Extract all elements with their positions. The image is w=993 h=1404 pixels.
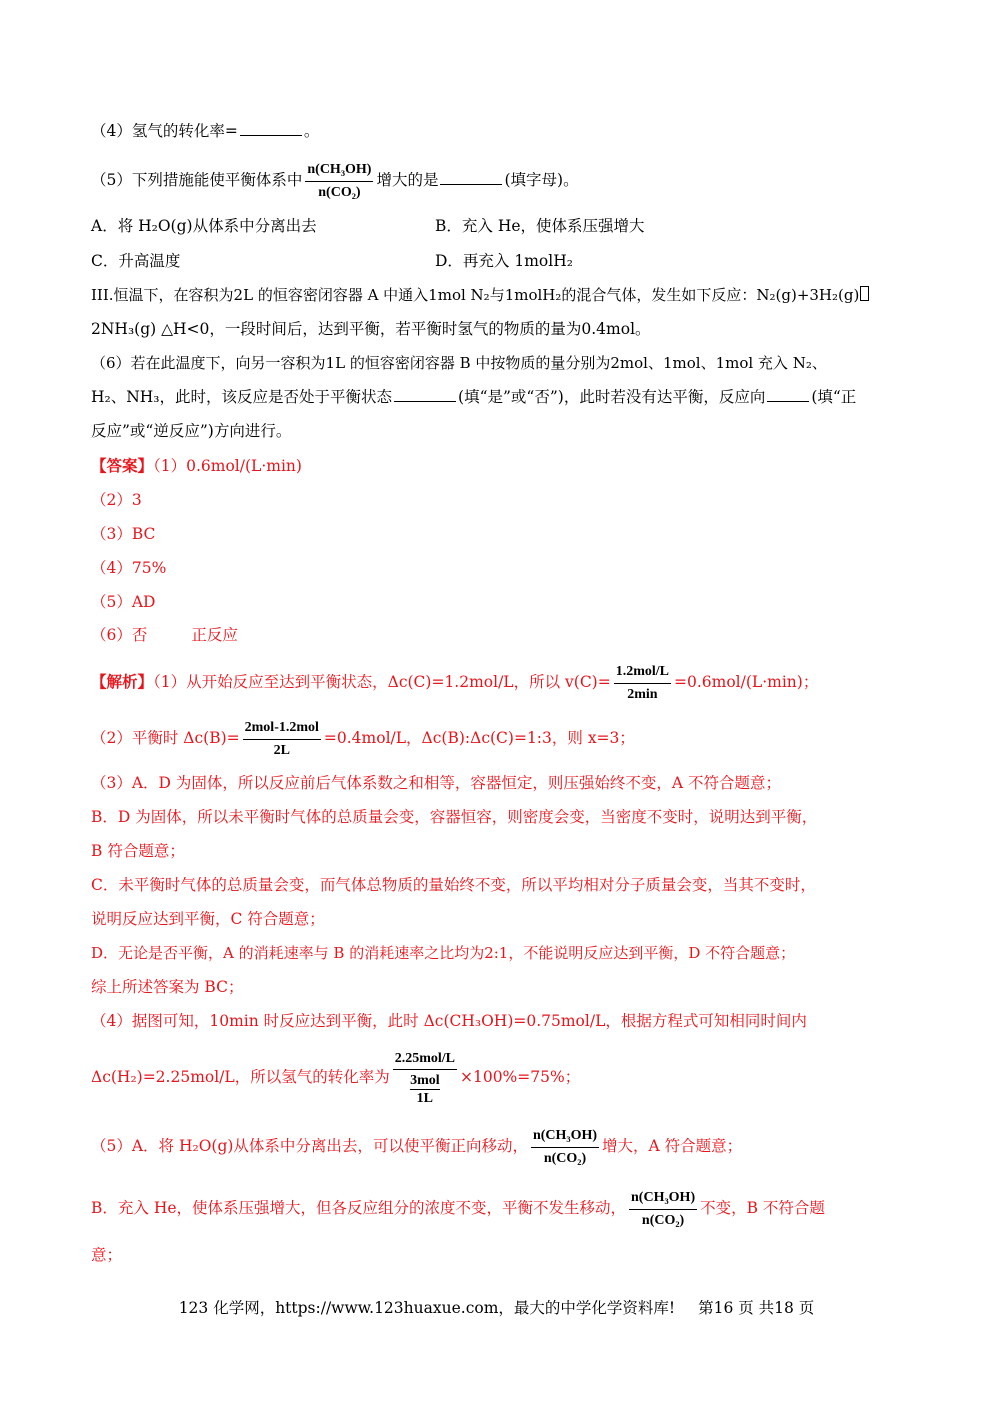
part-3-line-2: 2NH₃(g) △H<0，一段时间后，达到平衡，若平衡时氢气的物质的量为0.4mol。 bbox=[91, 320, 651, 338]
answer-label: 【答案】 bbox=[91, 456, 154, 475]
footer-page-number: 第16 页 共18 页 bbox=[698, 1299, 815, 1317]
analysis-3b-1: B．D 为固体，所以未平衡时气体的总质量会变，容器恒容，则密度会变，当密度不变时，说明达到平衡， bbox=[91, 808, 818, 826]
question-6-line-1: （6）若在此温度下，向另一容积为1L 的恒容密闭容器 B 中按物质的量分别为2mol、1mol、1mol 充入 N₂、 bbox=[91, 354, 827, 372]
page-footer bbox=[0, 1297, 993, 1319]
answer-4: （4）75% bbox=[91, 559, 167, 577]
ratio-fraction: $\frac{\text{n(CH₃OH)}}{\text{n(CO₂)}}$ bbox=[532, 1127, 598, 1166]
footer-site: 123 化学网，https://www.123huaxue.com，最大的中学化学资料库! bbox=[178, 1299, 676, 1317]
analysis-3a: （3）A．D 为固体，所以反应前后气体系数之和相等，容器恒定，则压强始终不变，A 不符合题意； bbox=[91, 774, 782, 792]
analysis-2: （2）平衡时 Δc(B)= $\frac{\text{2mol-1.2mol}}{2L}$ =0.4mol/L，Δc(B):Δc(C)=1:3，则 x=3； bbox=[91, 719, 635, 758]
analysis-5b: B．充入 He，使体系压强增大，但各反应组分的浓度不变，平衡不发生移动， $\frac{\text{n(CH₃OH)}}{\text{n(CO₂)}}$ 不变，B 不符合题 bbox=[91, 1189, 825, 1228]
answer-blank bbox=[767, 387, 809, 402]
options-row-2 bbox=[91, 250, 907, 272]
option-c: C．升高温度 bbox=[91, 252, 181, 270]
answer-blank bbox=[240, 121, 302, 136]
options-row-1 bbox=[91, 215, 907, 237]
answer-blank bbox=[394, 387, 456, 402]
question-4 bbox=[91, 120, 907, 142]
analysis-1: 【解析】（1）从开始反应至达到平衡状态，Δc(C)=1.2mol/L，所以 v(C)= $\frac{\text{1.2mol/L}}{2\min}$ =0.6mol/(L·min)； bbox=[91, 663, 819, 702]
answer-1: 【答案】（1）0.6mol/(L·min) bbox=[91, 456, 302, 475]
ratio-fraction bbox=[305, 161, 373, 202]
analysis-3c-1: C．未平衡时气体的总质量会变，而气体总物质的量始终不变，所以平均相对分子质量会变，当其不变时， bbox=[91, 876, 816, 894]
analysis-3c-2: 说明反应达到平衡，C 符合题意； bbox=[91, 910, 325, 928]
q5-prefix: （5）下列措施能使平衡体系中 bbox=[91, 171, 303, 189]
part-3-line-1: III.恒温下，在容积为2L 的恒容密闭容器 A 中通入1mol N₂与1molH₂的混合气体，发生如下反应：N₂(g)+3H₂(g) bbox=[91, 284, 907, 306]
concentration-fraction: $\frac{\text{2mol-1.2mol}}{2L}$ bbox=[244, 719, 319, 758]
analysis-5b-2: 意； bbox=[91, 1246, 123, 1264]
analysis-label: 【解析】 bbox=[91, 672, 154, 691]
analysis-3d: D．无论是否平衡，A 的消耗速率与 B 的消耗速率之比均为2:1，不能说明反应达到平衡，D 不符合题意； bbox=[91, 944, 796, 962]
answer-6: （6）否 正反应 bbox=[91, 626, 238, 644]
analysis-5a: （5）A．将 H₂O(g)从体系中分离出去，可以使平衡正向移动， $\frac{\text{n(CH₃OH)}}{\text{n(CO₂)}}$ 增大，A 符合题意； bbox=[91, 1127, 743, 1166]
ratio-fraction: $\frac{\text{n(CH₃OH)}}{\text{n(CO₂)}}$ bbox=[631, 1189, 696, 1228]
fraction-denominator: n(CO₂) bbox=[318, 184, 361, 200]
conversion-fraction: 2.25mol/L 3mol 1L bbox=[394, 1050, 455, 1106]
question-6-line-3: 反应”或“逆反应”)方向进行。 bbox=[91, 422, 292, 440]
option-a: A．将 H₂O(g)从体系中分离出去 bbox=[91, 217, 317, 235]
option-d: D．再充入 1molH₂ bbox=[435, 252, 573, 270]
option-b: B．充入 He，使体系压强增大 bbox=[435, 217, 645, 235]
question-5 bbox=[91, 158, 907, 202]
fraction-numerator: n(CH₃OH) bbox=[307, 161, 372, 177]
analysis-4b: Δc(H₂)=2.25mol/L，所以氢气的转化率为 2.25mol/L 3mol 1L ×100%=75%； bbox=[91, 1050, 581, 1106]
question-6-line-2: H₂、NH₃，此时，该反应是否处于平衡状态 (填“是”或“否”)，此时若没有达平衡，反应向 (填“正 bbox=[91, 388, 857, 406]
analysis-3b-2: B 符合题意； bbox=[91, 842, 185, 860]
analysis-4a: （4）据图可知，10min 时反应达到平衡，此时 Δc(CH₃OH)=0.75mol/L，根据方程式可知相同时间内 bbox=[91, 1012, 807, 1030]
rate-fraction: $\frac{\text{1.2mol/L}}{2\min}$ bbox=[615, 663, 670, 702]
analysis-3e: 综上所述答案为 BC； bbox=[91, 978, 244, 996]
equilibrium-arrow-icon bbox=[860, 286, 869, 301]
q5-suffix2: (填字母)。 bbox=[504, 171, 579, 189]
answer-2: （2）3 bbox=[91, 491, 142, 509]
answer-5: （5）AD bbox=[91, 593, 156, 611]
q4-prefix: （4）氢气的转化率= bbox=[91, 122, 238, 140]
q5-suffix: 增大的是 bbox=[376, 171, 439, 189]
answer-blank bbox=[440, 170, 502, 185]
answer-3: （3）BC bbox=[91, 525, 156, 543]
q4-suffix: 。 bbox=[303, 122, 320, 140]
